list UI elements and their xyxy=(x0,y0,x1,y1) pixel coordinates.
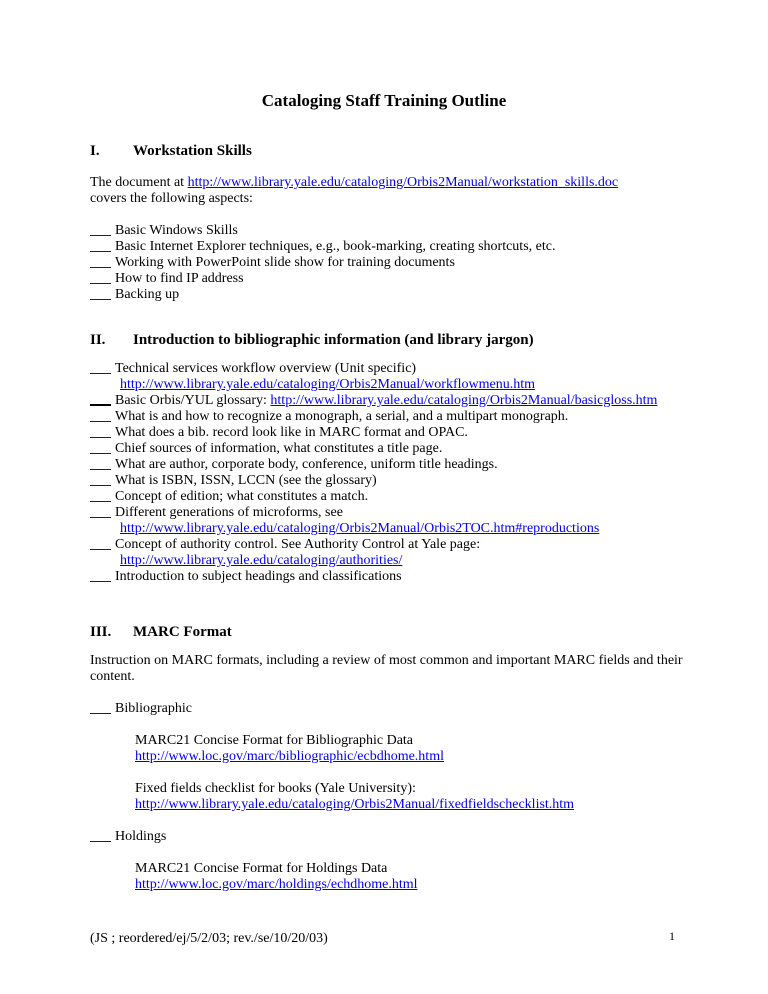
text-line xyxy=(135,733,678,749)
text-run: Technical services workflow overview (Unit specific) xyxy=(115,361,417,376)
checklist-blank xyxy=(90,545,111,550)
checklist-item xyxy=(90,489,678,505)
document-body xyxy=(90,142,683,893)
section-title: MARC Format xyxy=(133,624,232,640)
checklist-item xyxy=(90,361,678,377)
footer-revision-note: (JS ; reordered/ej/5/2/03; rev./se/10/20/03) xyxy=(90,931,328,946)
checklist-item xyxy=(90,287,678,303)
checklist-blank xyxy=(90,279,111,284)
checklist-item xyxy=(90,239,678,255)
checklist-item xyxy=(90,457,678,473)
document-title: Cataloging Staff Training Outline xyxy=(261,91,507,110)
paragraph xyxy=(90,653,683,685)
checklist-item xyxy=(90,409,678,425)
hyperlink[interactable]: http://www.library.yale.edu/cataloging/Orbis2Manual/fixedfieldschecklist.htm xyxy=(135,797,575,812)
checklist-blank xyxy=(90,465,111,470)
text-run: MARC21 Concise Format for Holdings Data xyxy=(135,861,388,876)
text-run: Working with PowerPoint slide show for training documents xyxy=(115,255,455,270)
checklist-blank xyxy=(90,449,111,454)
text-run: Chief sources of information, what constitutes a title page. xyxy=(115,441,443,456)
section-number: I. xyxy=(90,143,100,159)
checklist xyxy=(90,361,678,585)
hyperlink[interactable]: http://www.loc.gov/marc/holdings/echdhome.html xyxy=(135,877,418,892)
text-line xyxy=(135,877,678,893)
checklist-item xyxy=(90,505,678,521)
hyperlink[interactable]: http://www.library.yale.edu/cataloging/authorities/ xyxy=(120,553,403,568)
section-number: III. xyxy=(90,624,112,640)
section-heading xyxy=(90,331,678,349)
section-I xyxy=(90,142,678,303)
section-number: II. xyxy=(90,332,106,348)
text-run: What is and how to recognize a monograph, a serial, and a multipart monograph. xyxy=(115,409,569,424)
text-run: The document at xyxy=(90,175,188,190)
checklist-item xyxy=(90,425,678,441)
hyperlink[interactable]: http://www.library.yale.edu/cataloging/Orbis2Manual/basicgloss.htm xyxy=(270,393,658,408)
checklist-blank xyxy=(90,400,111,406)
text-run: Fixed fields checklist for books (Yale University): xyxy=(135,781,416,796)
indented-link-line xyxy=(120,553,678,569)
checklist-item xyxy=(90,701,678,717)
hyperlink[interactable]: http://www.library.yale.edu/cataloging/Orbis2Manual/Orbis2TOC.htm#reproductions xyxy=(120,521,600,536)
text-run: Instruction on MARC formats, including a review of most common and important MARC fields and their xyxy=(90,653,683,668)
checklist-blank xyxy=(90,295,111,300)
text-run: Concept of authority control. See Authority Control at Yale page: xyxy=(115,537,481,552)
text-run: Different generations of microforms, see xyxy=(115,505,343,520)
paragraph xyxy=(90,175,678,207)
text-run: What does a bib. record look like in MARC format and OPAC. xyxy=(115,425,468,440)
section-II xyxy=(90,331,678,585)
text-run: Concept of edition; what constitutes a match. xyxy=(115,489,369,504)
text-run: What is ISBN, ISSN, LCCN (see the glossary) xyxy=(115,473,377,488)
checklist-item xyxy=(90,271,678,287)
checklist-blank xyxy=(90,417,111,422)
section-heading xyxy=(90,142,678,160)
checklist-blank xyxy=(90,837,111,842)
hyperlink[interactable]: http://www.library.yale.edu/cataloging/Orbis2Manual/workflowmenu.htm xyxy=(120,377,535,392)
text-line xyxy=(135,861,678,877)
section-title: Workstation Skills xyxy=(133,143,252,159)
section-heading xyxy=(90,623,678,641)
text-run: Basic Internet Explorer techniques, e.g., book-marking, creating shortcuts, etc. xyxy=(115,239,556,254)
checklist-blank xyxy=(90,513,111,518)
checklist-item xyxy=(90,829,678,845)
checklist xyxy=(90,701,678,717)
text-line xyxy=(90,653,683,669)
text-run: How to find IP address xyxy=(115,271,244,286)
hyperlink[interactable]: http://www.loc.gov/marc/bibliographic/ecbdhome.html xyxy=(135,749,444,764)
text-line xyxy=(135,749,678,765)
checklist-item xyxy=(90,393,678,409)
text-run: Basic Orbis/YUL glossary: xyxy=(115,393,271,408)
checklist-item xyxy=(90,569,678,585)
text-line xyxy=(90,175,678,191)
section-title: Introduction to bibliographic information (and library jargon) xyxy=(133,332,534,348)
text-run: Introduction to subject headings and classifications xyxy=(115,569,402,584)
text-run: Bibliographic xyxy=(115,701,192,716)
hyperlink[interactable]: http://www.library.yale.edu/cataloging/Orbis2Manual/workstation_skills.doc xyxy=(187,175,619,190)
page-number: 1 xyxy=(669,929,675,943)
indented-reference-block xyxy=(135,861,678,893)
indented-reference-block xyxy=(135,781,678,813)
checklist-blank xyxy=(90,247,111,252)
checklist-item xyxy=(90,223,678,239)
checklist-item xyxy=(90,255,678,271)
checklist-blank xyxy=(90,497,111,502)
indented-link-line xyxy=(120,377,678,393)
checklist-blank xyxy=(90,577,111,582)
checklist xyxy=(90,223,678,303)
checklist-blank xyxy=(90,481,111,486)
text-run: Holdings xyxy=(115,829,167,844)
checklist-blank xyxy=(90,263,111,268)
checklist-blank xyxy=(90,369,111,374)
text-line xyxy=(135,797,678,813)
text-line xyxy=(90,669,678,685)
checklist-blank xyxy=(90,709,111,714)
text-run: Basic Windows Skills xyxy=(115,223,238,238)
text-run: What are author, corporate body, conference, uniform title headings. xyxy=(115,457,498,472)
checklist-blank xyxy=(90,433,111,438)
indented-link-line xyxy=(120,521,678,537)
text-run: Backing up xyxy=(115,287,180,302)
section-III xyxy=(90,623,683,893)
text-run: content. xyxy=(90,669,135,684)
text-line xyxy=(90,191,678,207)
checklist-item xyxy=(90,537,678,553)
text-line xyxy=(135,781,678,797)
text-run: MARC21 Concise Format for Bibliographic Data xyxy=(135,733,414,748)
checklist-item xyxy=(90,441,678,457)
indented-reference-block xyxy=(135,733,678,765)
text-run: covers the following aspects: xyxy=(90,191,253,206)
checklist-item xyxy=(90,473,678,489)
checklist-blank xyxy=(90,231,111,236)
checklist xyxy=(90,829,678,845)
